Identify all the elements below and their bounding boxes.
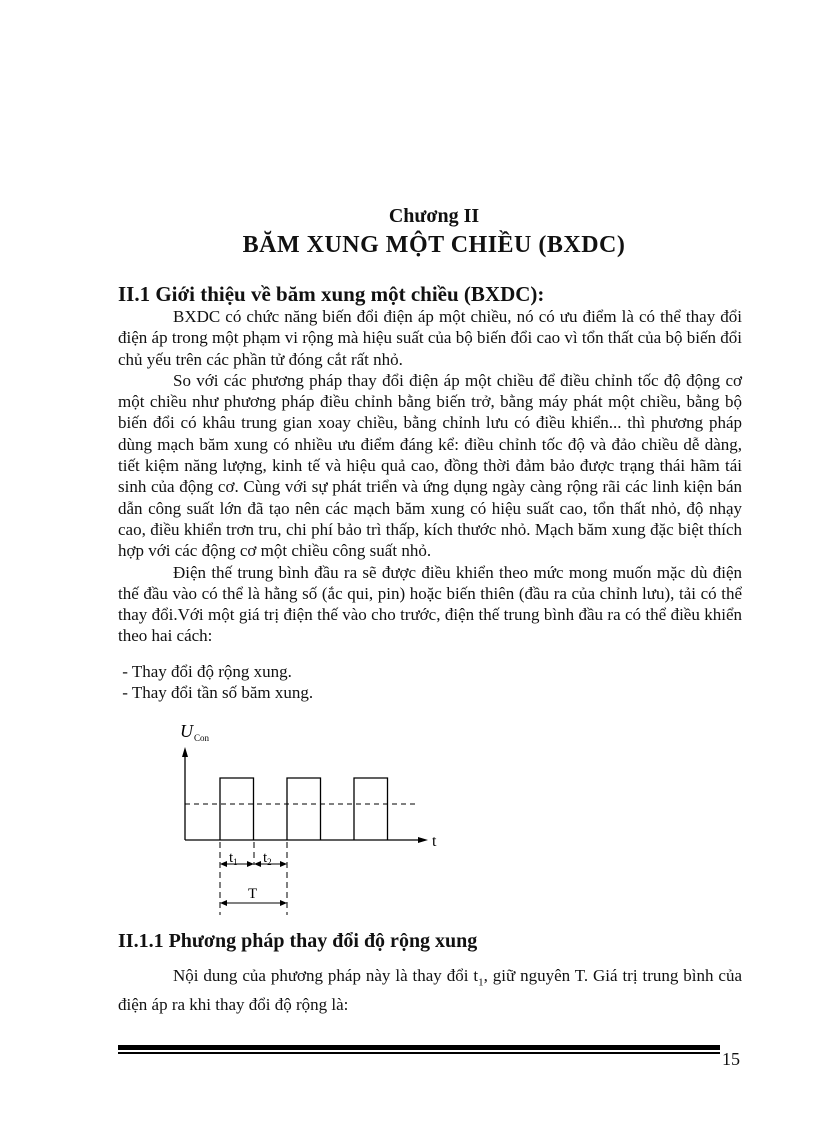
t2-label: $t_2$ — [263, 850, 272, 867]
t2-arrow-right — [280, 861, 287, 867]
paragraph-3: Điện thế trung bình đầu ra sẽ được điều khiển theo mức mong muốn mặc dù điện thế đầu vào có thể là hằng số (ắc qui, pin) hoặc biến thiên (đầu ra của chỉnh lưu), tải có thể thay đổi.Với một giá trị điện thế vào cho trước, điện thế trung bình đầu ra có thể điều khiển theo hai cách: — [118, 562, 742, 646]
paragraph-1: BXDC có chức năng biến đổi điện áp một chiều, nó có ưu điểm là có thể thay đổi điện áp trong một phạm vi rộng mà hiệu suất của bộ biến đổi cao vì tổn thất của bộ biến đổi chủ yếu trên các phần tử đóng cắt rất nhỏ. — [118, 307, 742, 369]
subsection-paragraph: Nội dung của phương pháp này là thay đổi $t_1$, giữ nguyên T. Giá trị trung bình của điện áp ra khi thay đổi độ rộng là: — [118, 966, 742, 1014]
footer-rule — [118, 1045, 720, 1050]
section-body — [118, 306, 742, 647]
period-arrow-right — [280, 900, 287, 906]
pulse — [220, 778, 254, 840]
period-label: T — [248, 886, 258, 902]
t2-arrow-left — [254, 861, 261, 867]
y-axis-label: $U_{Con}$ — [180, 721, 210, 743]
pulse-waveform-diagram — [160, 715, 460, 920]
pulse — [287, 778, 321, 840]
subsection-title: II.1.1 Phương pháp thay đổi độ rộng xung — [118, 930, 478, 952]
subsection-body — [118, 965, 742, 1015]
footer-rule-thin — [118, 1052, 720, 1054]
t1-arrow-right — [247, 861, 254, 867]
list-item: - Thay đổi độ rộng xung. — [118, 662, 292, 681]
x-axis-label: t — [432, 833, 437, 850]
chapter-number: Chương II — [388, 205, 480, 227]
page-number: 15 — [722, 1049, 740, 1069]
y-axis-arrow — [182, 747, 188, 757]
pulse-train — [220, 778, 388, 840]
list-item: - Thay đổi tần số băm xung. — [118, 683, 314, 703]
chapter-title: BĂM XUNG MỘT CHIỀU (BXDC) — [242, 232, 626, 258]
t1-label: $t_1$ — [229, 850, 238, 867]
method-list — [118, 661, 313, 704]
x-axis-arrow — [418, 837, 428, 843]
period-arrow-left — [220, 900, 227, 906]
paragraph-2: So với các phương pháp thay đổi điện áp một chiều để điều chỉnh tốc độ động cơ một chiều như phương pháp điều chỉnh bằng biến trở, bằng máy phát một chiều, bằng bộ biến đổi có khâu trung gian xoay chiều, bằng chỉnh lưu có điều khiển... thì phương pháp dùng mạch băm xung có nhiều ưu điểm đáng kể: điều chỉnh tốc độ và đảo chiều dễ dàng, tiết kiệm năng lượng, kinh tế và hiệu quả cao, đồng thời đảm bảo được trạng thái hãm tái sinh của động cơ. Cùng với sự phát triển và ứng dụng ngày càng rộng rãi các linh kiện bán dẫn công suất lớn đã tạo nên các mạch băm xung có hiệu suất cao, tổn thất nhỏ, độ nhạy cao, điều khiển trơn tru, chi phí bảo trì thấp, kích thước nhỏ. Mạch băm xung đặc biệt thích hợp với các động cơ một chiều công suất nhỏ. — [118, 370, 742, 561]
section-title: II.1 Giới thiệu về băm xung một chiều (BXDC): — [118, 282, 545, 306]
pulse — [354, 778, 388, 840]
t1-arrow-left — [220, 861, 227, 867]
